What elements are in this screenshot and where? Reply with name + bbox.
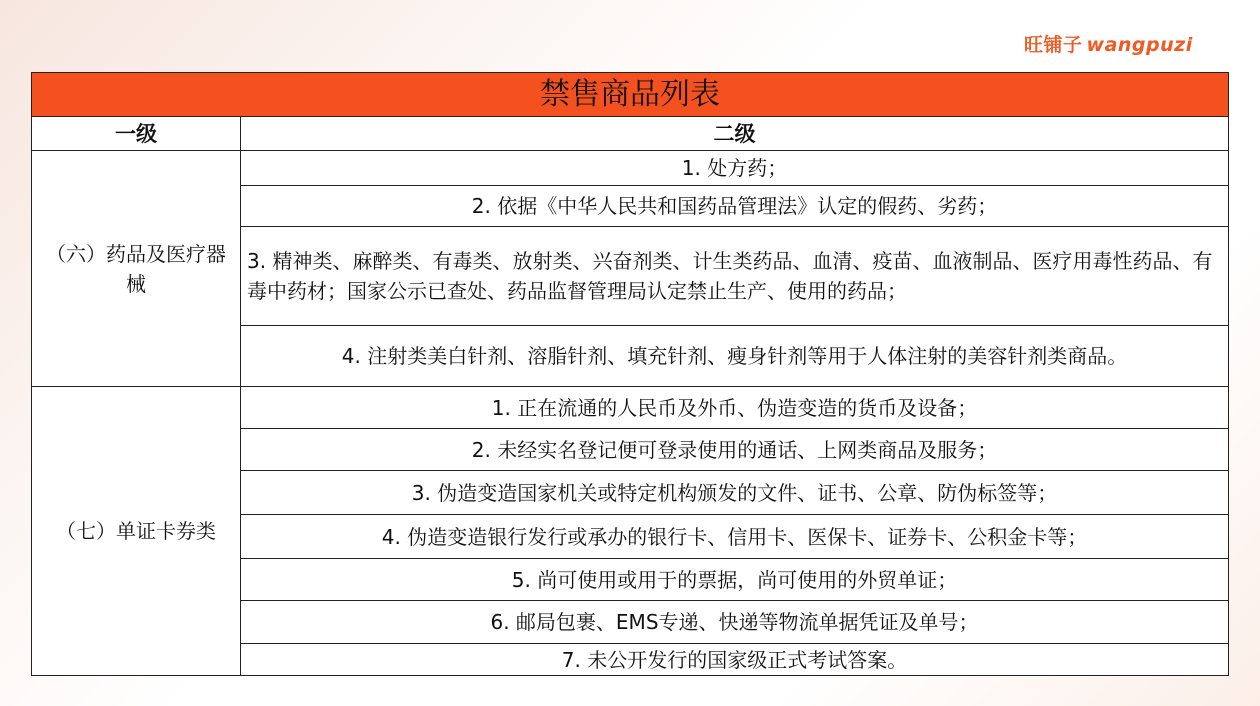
brand-logo (1024, 30, 1193, 57)
level2-item: 3. 精神类、麻醉类、有毒类、放射类、兴奋剂类、计生类药品、血清、疫苗、血液制品、医疗用毒性药品、有毒中药材；国家公示已查处、药品监督管理局认定禁止生产、使用的药品； (241, 227, 1229, 326)
level2-item: 1. 处方药； (241, 151, 1229, 186)
prohibited-goods-table (31, 72, 1229, 676)
level2-item: 3. 伪造变造国家机关或特定机构颁发的文件、证书、公章、防伪标签等； (241, 471, 1229, 515)
table-row (32, 387, 1229, 429)
level2-item: 6. 邮局包裹、EMS专递、快递等物流单据凭证及单号； (241, 601, 1229, 644)
level2-item: 1. 正在流通的人民币及外币、伪造变造的货币及设备； (241, 387, 1229, 429)
level2-item: 4. 注射类美白针剂、溶脂针剂、填充针剂、瘦身针剂等用于人体注射的美容针剂类商品。 (241, 326, 1229, 387)
table-title: 禁售商品列表 (32, 73, 1229, 117)
level2-item: 2. 未经实名登记便可登录使用的通话、上网类商品及服务； (241, 429, 1229, 471)
level2-item: 5. 尚可使用或用于的票据，尚可使用的外贸单证； (241, 559, 1229, 601)
header-level1: 一级 (32, 117, 241, 151)
level2-item: 2. 依据《中华人民共和国药品管理法》认定的假药、劣药； (241, 186, 1229, 227)
table-row (32, 151, 1229, 186)
header-level2: 二级 (241, 117, 1229, 151)
level2-item: 4. 伪造变造银行发行或承办的银行卡、信用卡、医保卡、证券卡、公积金卡等； (241, 515, 1229, 559)
level2-item: 7. 未公开发行的国家级正式考试答案。 (241, 644, 1229, 676)
logo-cn: 旺铺子 (1024, 34, 1083, 56)
logo-en: wangpuzi (1086, 34, 1193, 56)
level1-category: （七）单证卡券类 (32, 387, 241, 676)
level1-category: （六）药品及医疗器械 (32, 151, 241, 387)
